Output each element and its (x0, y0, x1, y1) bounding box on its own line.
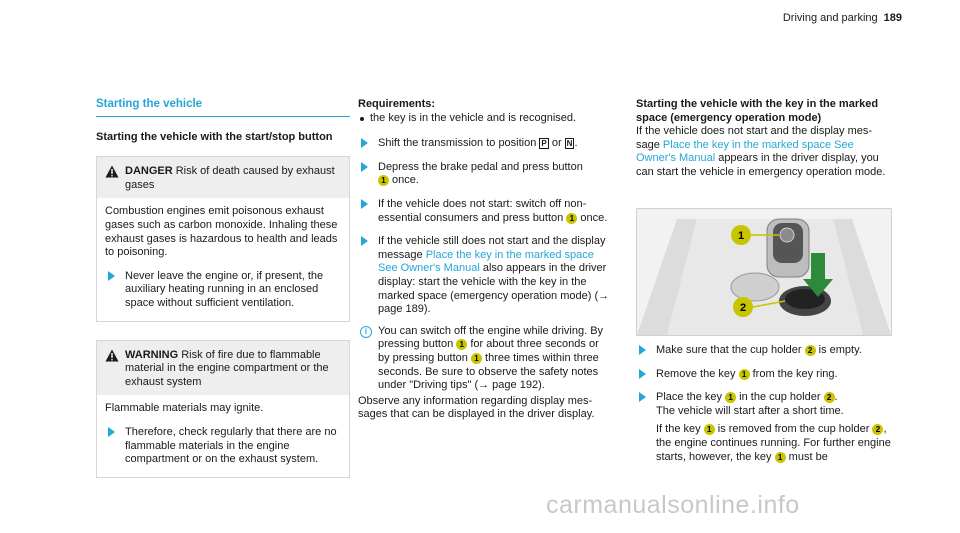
cup-holder-illustration (636, 208, 892, 336)
arrow-icon (108, 427, 115, 437)
info-note (358, 325, 612, 393)
header-section: Driving and parking (782, 12, 878, 24)
step-text: is removed from the cup holder (714, 423, 873, 436)
footer-text: Observe any information regarding display messages that can be displayed in the driver display. (358, 394, 595, 421)
step-text: The vehicle will start after a short time. (656, 404, 844, 417)
danger-heading: Risk of death caused by exhaust gases (125, 165, 335, 191)
callout-1: 1 (378, 175, 389, 186)
warning-heading: Risk of fire due to flammable material in the engine compartment or the exhaust system (125, 348, 329, 388)
subsection-title: Starting the vehicle with the key in the marked space (emergency operation mode) (636, 98, 879, 124)
note-text: ). (538, 379, 545, 392)
gear-n-symbol: N (566, 139, 573, 149)
warning-step (105, 426, 341, 467)
page-reference[interactable]: → page 192 (478, 379, 539, 392)
arrow-icon (639, 392, 646, 402)
step-emergency (358, 235, 612, 317)
step-text: If the vehicle does not start: switch off non-essential consumers and press button (378, 197, 587, 224)
step-text: once. (577, 211, 608, 224)
step-text: Make sure that the cup holder (656, 344, 805, 356)
callout-1: 1 (471, 353, 482, 364)
arrow-icon (108, 271, 115, 281)
step-brake (358, 161, 612, 188)
step-text: must be (785, 450, 828, 463)
arrow-icon (361, 236, 368, 246)
step-text: is empty. (815, 344, 862, 356)
arrow-icon (639, 369, 646, 379)
step-shift (358, 137, 612, 151)
callout-2: 2 (739, 302, 747, 314)
page-header (783, 12, 902, 26)
danger-step-text: Never leave the engine or, if present, the auxiliary heating running in an enclosed space without sufficient ventilation. (125, 269, 324, 309)
callout-2: 2 (872, 424, 883, 435)
info-icon: i (360, 326, 372, 338)
danger-box (96, 156, 350, 321)
danger-text: Combustion engines emit poisonous exhaust gases such as carbon monoxide. Inhaling these exhaust gases is hazardous to health and leads to poisoning. (105, 205, 338, 259)
column-3-steps (636, 344, 892, 464)
step-text: . (574, 137, 578, 150)
note-text: three times within three seconds. Be sure to observe the safety notes under "Driving tips" ( (378, 351, 599, 392)
watermark: carmanualsonline.info (546, 491, 800, 519)
column-3 (636, 98, 892, 180)
warning-header (97, 341, 349, 396)
intro-part: If the vehicle does not start and the display message (636, 125, 873, 151)
warning-triangle-icon (105, 349, 119, 362)
column-2 (358, 98, 612, 422)
requirements-title: Requirements: (358, 98, 436, 110)
callout-1: 1 (775, 452, 786, 463)
step-text: Shift the transmission to position (378, 137, 540, 150)
step-remove-key (636, 368, 892, 382)
subsection-title: Starting the vehicle with the start/stop button (96, 130, 333, 143)
step-text: If the vehicle still does not start and the display message (378, 235, 606, 261)
danger-header (97, 157, 349, 198)
step-text: Depress the brake pedal and press button (378, 160, 583, 173)
step-text: in the cup holder (736, 391, 824, 404)
arrow-icon (361, 199, 368, 209)
page-number: 189 (883, 12, 902, 24)
danger-step (105, 270, 341, 311)
gear-p-symbol: P (541, 139, 547, 149)
intro-part: appears in the driver display, you can start the vehicle in emergency operation mode. (636, 152, 886, 178)
warning-body (97, 395, 349, 476)
callout-1: 1 (725, 392, 736, 403)
intro-text (636, 125, 892, 179)
warning-triangle-icon (105, 165, 119, 178)
step-continued (656, 423, 892, 464)
requirement-item: the key is in the vehicle and is recognised. (358, 112, 612, 126)
callout-2: 2 (805, 345, 816, 356)
callout-1: 1 (704, 424, 715, 435)
arrow-icon (361, 162, 368, 172)
warning-label: WARNING (125, 348, 179, 361)
step-text: Remove the key (656, 367, 739, 380)
step-text: or (548, 137, 565, 150)
danger-body (97, 198, 349, 320)
step-cup-empty (636, 344, 892, 358)
callout-1: 1 (737, 230, 745, 242)
note-text: You can switch off the engine while driving. By pressing button (378, 324, 604, 351)
step-switch-off (358, 198, 612, 225)
display-message: Place the key in the marked space See Owner's Manual (378, 248, 594, 275)
step-text: from the key ring. (749, 367, 838, 380)
arrow-icon (361, 138, 368, 148)
display-message: Place the key in the marked space See Owner's Manual (636, 138, 854, 165)
step-text: If the key (656, 423, 704, 436)
warning-step-text: Therefore, check regularly that there are no flammable materials in the engine compartment or on the exhaust system. (125, 425, 337, 466)
step-place-key (636, 391, 892, 464)
step-text: . (834, 391, 838, 404)
arrow-icon (639, 345, 646, 355)
step-text: once. (389, 174, 419, 187)
column-1 (96, 98, 350, 478)
cup-holder-drawing (637, 209, 891, 335)
warning-text: Flammable materials may ignite. (105, 402, 264, 415)
callout-2: 2 (824, 392, 835, 403)
step-text: Place the key (656, 391, 726, 404)
step-text: also appears in the driver display: start the vehicle with the key in the marked space (emergency operation mode) ( (378, 262, 607, 302)
callout-1: 1 (739, 369, 750, 380)
warning-box (96, 340, 350, 478)
step-text: , the engine continues running. For further engine starts, however, the key (656, 423, 891, 463)
section-title: Starting the vehicle (96, 98, 350, 117)
callout-1: 1 (566, 213, 577, 224)
danger-label: DANGER (125, 165, 173, 178)
step-text: ). (423, 303, 431, 316)
callout-1: 1 (456, 339, 467, 350)
page-reference[interactable]: → page 189 (378, 289, 610, 316)
note-text: for about three seconds or by pressing button (378, 338, 599, 364)
